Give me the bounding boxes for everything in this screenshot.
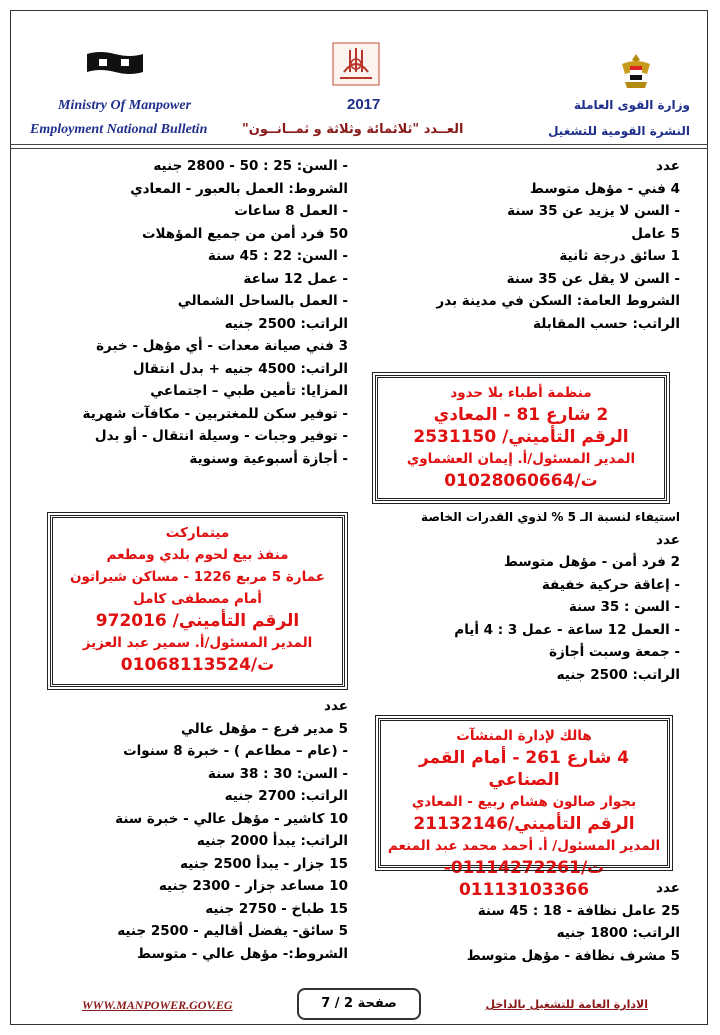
list-item: - توفير سكن للمغتربين - مكافآت شهرية — [82, 405, 348, 422]
issue-number: العــدد "ثلاثمائة وثلاثة و ثمــانــون" — [242, 122, 464, 137]
list-item: - السن لا يقل عن 35 سنة — [506, 270, 680, 287]
issue-year: 2017 — [347, 96, 381, 113]
list-item: 3 فني صيانة معدات - أي مؤهل - خبرة — [96, 338, 348, 354]
box-insurance-no: الرقم التأميني/ 2531150 — [413, 427, 629, 447]
list-item: 1 سائق درجة ثانية — [559, 248, 680, 264]
box-address: 2 شارع 81 - المعادي — [433, 405, 609, 425]
box-title: ميتماركت — [165, 525, 230, 541]
box-phone: ت/01068113524 — [120, 655, 275, 675]
header-divider — [10, 144, 708, 145]
list-item: - عمل 12 ساعة — [243, 270, 348, 287]
list-item: عدد — [656, 531, 680, 548]
box-address-2: أمام مصطفى كامل — [133, 591, 262, 607]
list-item: - السن : 35 سنة — [568, 599, 680, 615]
list-item: استيفاء لنسبة الـ 5 % لذوي القدرات الخاصة — [421, 510, 680, 524]
box-subtitle: منفذ بيع لحوم بلدي ومطعم — [106, 547, 289, 563]
box-manager: المدير المسئول/أ. سمير عبد العزيز — [82, 635, 313, 651]
list-item: 15 طباخ - 2750 جنيه — [205, 900, 348, 917]
list-item: عدد — [656, 880, 680, 896]
list-item: 25 عامل نظافة - 18 : 45 سنة — [477, 902, 680, 919]
website-link[interactable]: WWW.MANPOWER.GOV.EG — [82, 998, 233, 1012]
right-column-top — [370, 155, 680, 335]
list-item: - السن: 25 : 50 - 2800 جنيه — [153, 158, 348, 174]
department-name: الادارة العامة للتشغيل بالداخل — [485, 998, 648, 1011]
list-item: 5 مشرف نظافة - مؤهل متوسط — [466, 947, 680, 964]
box-title: هالك لإدارة المنشآت — [456, 728, 592, 744]
list-item: عدد — [656, 158, 680, 174]
list-item: - جمعة وسبت أجازة — [549, 644, 680, 660]
box-title: منظمة أطباء بلا حدود — [450, 385, 592, 401]
employer-box-msf — [375, 375, 667, 501]
employer-box-meatmarket — [50, 515, 345, 687]
box-insurance-no: الرقم التأميني/ 972016 — [95, 611, 300, 631]
box-phone: ت/01114272261-01113103366 — [443, 858, 605, 900]
page-number: صفحة 2 / 7 — [297, 988, 421, 1020]
list-item: - السن لا يزيد عن 35 سنة — [507, 203, 680, 219]
list-item: - العمل 12 ساعة - عمل 3 : 4 أيام — [454, 621, 680, 638]
list-item: - (عام – مطاعم ) - خبرة 8 سنوات — [123, 743, 348, 759]
list-item: 10 كاشير - مؤهل عالي - خبرة سنة — [115, 810, 348, 827]
box-manager: المدير المسئول/أ. إيمان العشماوي — [406, 451, 636, 467]
list-item: الشروط:- مؤهل عالي - متوسط — [137, 945, 348, 962]
flag-logo-icon — [85, 50, 145, 76]
left-column-top — [28, 155, 348, 470]
list-item: الراتب: 2500 جنيه — [556, 666, 680, 683]
list-item: - إعاقة حركية خفيفة — [541, 576, 680, 593]
box-address: عمارة 5 مربع 1226 - مساكن شيراتون — [70, 569, 325, 585]
header-divider-2 — [10, 148, 708, 149]
list-item: 15 جزار - يبدأ 2500 جنيه — [180, 855, 348, 872]
list-item: الشروط: العمل بالعبور - المعادي — [130, 180, 348, 197]
bulletin-en: Employment National Bulletin — [30, 122, 208, 137]
list-item: المزايا: تأمين طبي – اجتماعي — [150, 383, 348, 399]
list-item: الراتب: 2500 جنيه — [224, 315, 348, 332]
list-item: الراتب: حسب المقابلة — [533, 315, 680, 332]
list-item: - أجازة أسبوعية وسنوية — [189, 450, 348, 467]
list-item: 2 فرد أمن - مؤهل متوسط — [503, 554, 680, 570]
box-manager: المدير المسئول/ أ. أحمد محمد عبد المنعم — [387, 838, 661, 854]
bulletin-ar: النشرة القومية للتشغيل — [548, 124, 690, 138]
list-item: الراتب: 1800 جنيه — [556, 925, 680, 941]
list-item: 4 فني - مؤهل متوسط — [529, 180, 680, 197]
list-item: - السن: 30 : 38 سنة — [207, 765, 348, 782]
box-phone: ت/01028060664 — [444, 471, 598, 491]
ministry-en: Ministry Of Manpower — [58, 98, 192, 113]
list-item: عدد — [324, 698, 348, 714]
list-item: - العمل 8 ساعات — [234, 203, 348, 219]
box-address: 4 شارع 261 - أمام القمر الصناعي — [418, 748, 630, 790]
list-item: - السن: 22 : 45 سنة — [207, 248, 348, 264]
list-item: 10 مساعد جزار - 2300 جنيه — [158, 878, 348, 894]
right-column-bottom — [370, 877, 680, 967]
eagle-emblem-icon — [619, 52, 653, 92]
list-item: الراتب: 4500 جنيه + بدل انتقال — [132, 360, 348, 377]
list-item: 5 سائق- يفضل أقاليم - 2500 جنيه — [117, 923, 348, 939]
box-insurance-no: الرقم التأميني/21132146 — [413, 814, 635, 834]
list-item: - توفير وجبات - وسيلة انتقال - أو بدل — [94, 428, 348, 444]
center-emblem-icon — [332, 42, 380, 86]
box-address-2: بجوار صالون هشام ربيع - المعادي — [411, 794, 637, 810]
list-item: الراتب: يبدأ 2000 جنيه — [196, 833, 348, 849]
list-item: 5 مدير فرع – مؤهل عالي — [181, 720, 348, 737]
list-item: الراتب: 2700 جنيه — [224, 788, 348, 804]
list-item: - العمل بالساحل الشمالي — [177, 293, 348, 309]
list-item: الشروط العامة: السكن في مدينة بدر — [436, 293, 680, 309]
list-item: 50 فرد أمن من جميع المؤهلات — [141, 225, 348, 242]
list-item: 5 عامل — [631, 225, 680, 242]
right-column-mid — [360, 506, 680, 686]
ministry-ar: وزارة القوى العاملة — [573, 98, 690, 112]
left-column-bottom — [28, 695, 348, 965]
